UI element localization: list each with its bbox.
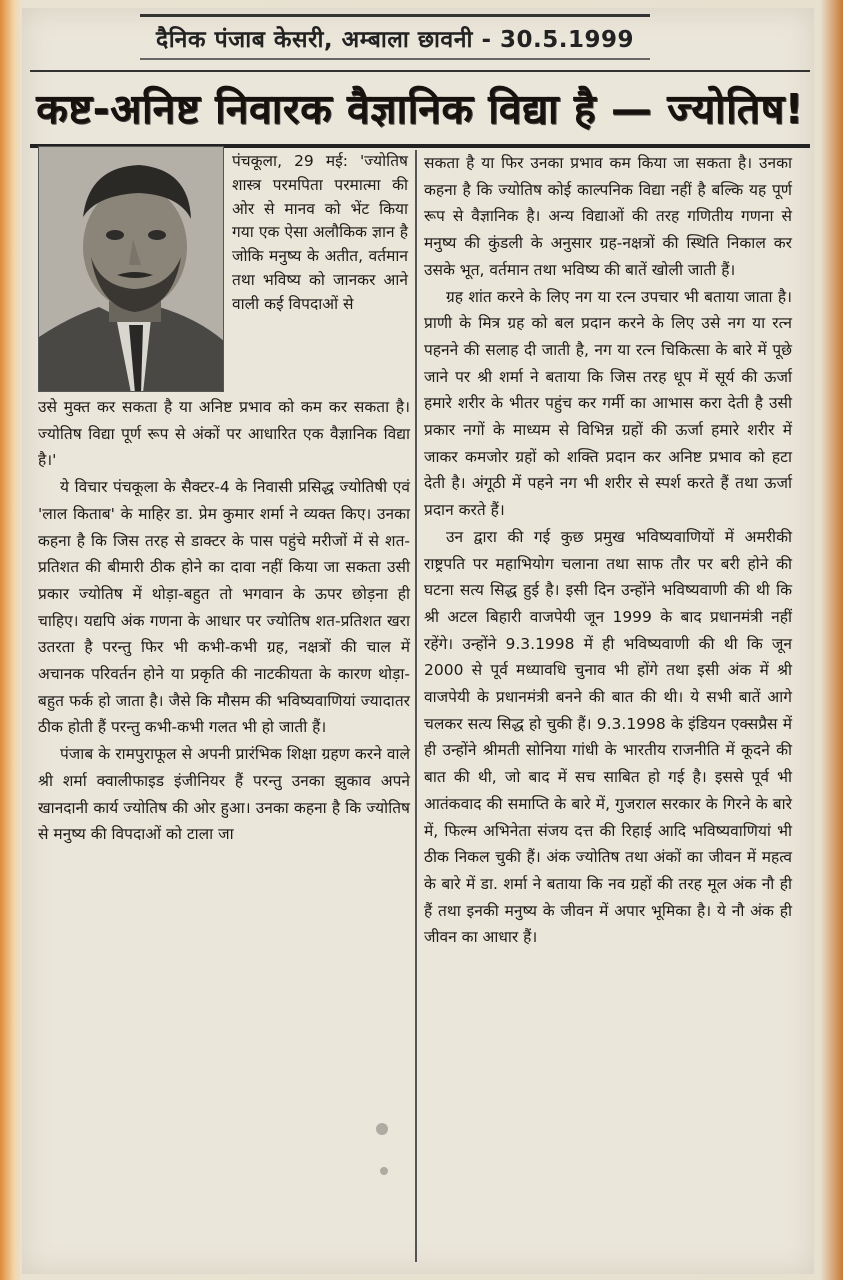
right-column (424, 150, 792, 951)
portrait-photo (38, 146, 224, 392)
dateline (140, 14, 650, 60)
paper-damage-spot (380, 1167, 388, 1175)
intro-text: पंचकूला, 29 मई: 'ज्योतिष शास्त्र परमपिता परमात्मा की ओर से मानव को भेंट किया गया एक ऐसा अलौकिक ज्ञान है जोकि मनुष्य के अतीत, वर्तमान तथा भविष्य को जानकर आने वाली कई विपदाओं से (232, 152, 408, 313)
paper-damage-spot (376, 1123, 388, 1135)
left-column (38, 394, 410, 848)
right-paragraph-2: ग्रह शांत करने के लिए नग या रत्न उपचार भी बताया जाता है। प्राणी के मित्र ग्रह को बल प्रदान करने के लिए उसे नग या रत्न पहनने की सलाह दी जाती है, नग या रत्न चिकित्सा के बारे में पूछे जाने पर श्री शर्मा ने बताया कि जिस तरह धूप में सूर्य की ऊर्जा हमारे शरीर के भीतर पहुंच कर गर्मी का आभास करा देती है उसी प्रकार नगों के माध्यम से विभिन्न ग्रहों की ऊर्जा हमारे शरीर में जाकर कमजोर ग्रहों को शक्ति प्रदान कर अनिष्ट प्रभाव को हटा देती है। अंगूठी में पहने नग भी शरीर से स्पर्श करते हैं तथा ऊर्जा प्रदान करते हैं। (424, 287, 792, 520)
left-paragraph-1: उसे मुक्त कर सकता है या अनिष्ट प्रभाव को कम कर सकता है। ज्योतिष विद्या पूर्ण रूप से अंकों पर आधारित एक वैज्ञानिक विद्या है।' (38, 398, 410, 470)
column-divider (415, 150, 417, 1262)
left-paragraph-3: पंजाब के रामपुराफूल से अपनी प्रारंभिक शिक्षा ग्रहण करने वाले श्री शर्मा क्वालीफाइड इंजीनियर हैं परन्तु उनका झुकाव अपने खानदानी कार्य ज्योतिष की ओर हुआ। उनका कहना है कि ज्योतिष से मनुष्य की विपदाओं को टाला जा (38, 745, 410, 844)
dateline-text: दैनिक पंजाब केसरी, अम्बाला छावनी - 30.5.1999 (156, 26, 634, 53)
blank-column-space (38, 1045, 410, 1260)
right-paragraph-3: उन द्वारा की गई कुछ प्रमुख भविष्यवाणियों में अमरीकी राष्ट्रपति पर महाभियोग चलाना तथा साफ तौर पर बरी होने की घटना सत्य सिद्ध हुई है। इसी दिन उन्होंने भविष्यवाणी की थी कि श्री अटल बिहारी वाजपेयी जून 1999 के बाद प्रधानमंत्री नहीं रहेंगे। उन्होंने 9.3.1998 में ही भविष्यवाणी की थी कि जून 2000 से पूर्व मध्यावधि चुनाव भी होंगे तथा इसी अंक में श्री वाजपेयी के प्रधानमंत्री बनने की बात की थी। ये सभी बातें आगे चलकर सत्य सिद्ध हो चुकी हैं। 9.3.1998 के इंडियन एक्सप्रैस में ही उन्होंने श्रीमती सोनिया गांधी के भारतीय राजनीति में कूदने की बात की थी, जो बाद में सच साबित हो गई है। इससे पूर्व भी आतंकवाद की समाप्ति के बारे में, गुजराल सरकार के गिरने के बारे में, फिल्म अभिनेता संजय दत्त की रिहाई आदि भविष्यवाणियां भी ठीक निकल चुकी हैं। अंक ज्योतिष तथा अंकों का जीवन में महत्व के बारे में डा. शर्मा ने बताया कि नव ग्रहों की तरह मूल अंक नौ ही हैं तथा इनकी मनुष्य के जीवन में अपार भूमिका है। ये नौ अंक ही जीवन का आधार हैं। (424, 527, 792, 947)
intro-beside-photo (232, 150, 408, 317)
headline: कष्ट-अनिष्ट निवारक वैज्ञानिक विद्या है — ज्योतिष! (36, 85, 804, 133)
portrait-icon (39, 147, 224, 392)
right-paragraph-1: सकता है या फिर उनका प्रभाव कम किया जा सकता है। उनका कहना है कि ज्योतिष कोई काल्पनिक विद्या नहीं है बल्कि यह पूर्ण रूप से वैज्ञानिक है। अन्य विद्याओं की तरह गणितीय गणना से मनुष्य की कुंडली के अनुसार ग्रह-नक्षत्रों की स्थिति निकाल कर उसके भूत, वर्तमान तथा भविष्य की बातें खोली जाती हैं। (424, 154, 792, 279)
headline-box (30, 70, 810, 148)
left-paragraph-2: ये विचार पंचकूला के सैक्टर-4 के निवासी प्रसिद्ध ज्योतिषी एवं 'लाल किताब' के माहिर डा. प्रेम कुमार शर्मा ने व्यक्त किए। उनका कहना है कि जिस तरह से डाक्टर के पास पहुंचे मरीजों में से शत-प्रतिशत की बीमारी ठीक होने का दावा नहीं किया जा सकता उसी प्रकार ज्योतिष में थोड़ा-बहुत तो भगवान के ऊपर छोड़ना ही चाहिए। यद्यपि अंक गणना के आधार पर ज्योतिष शत-प्रतिशत खरा उतरता है परन्तु फिर भी कभी-कभी ग्रह, नक्षत्रों की चाल में अचानक परिवर्तन होने या प्रकृति की नाटकीयता के कारण थोड़ा-बहुत फर्क हो जाता है। जैसे कि मौसम की भविष्यवाणियां ज्यादातर ठीक होती हैं परन्तु कभी-कभी गलत भी हो जाती हैं। (38, 478, 410, 737)
